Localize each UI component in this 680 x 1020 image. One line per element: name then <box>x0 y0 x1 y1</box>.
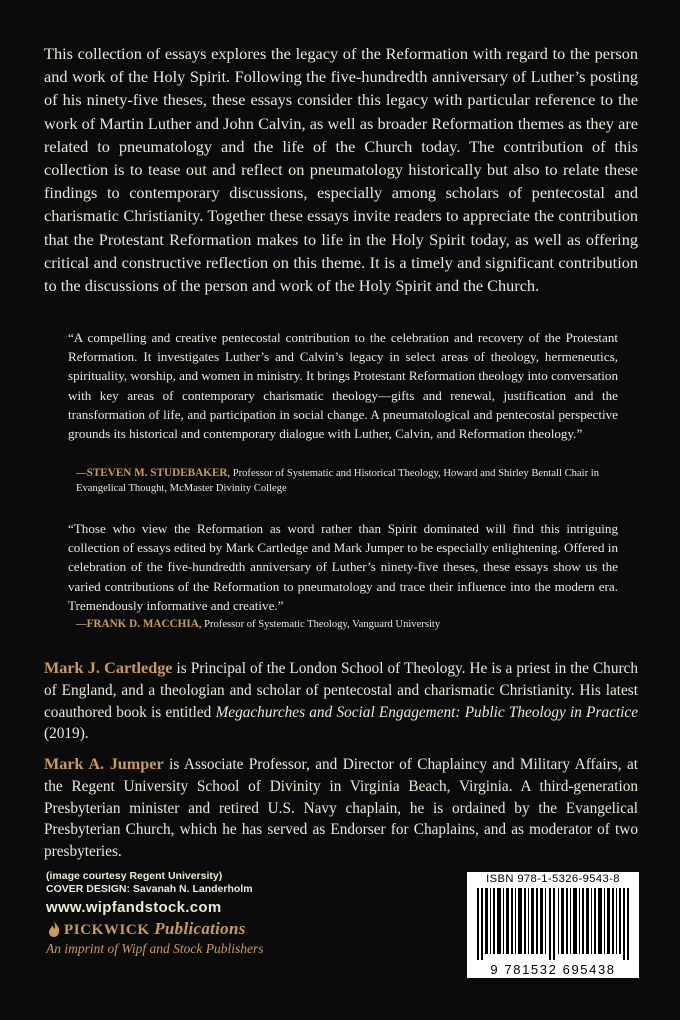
isbn-barcode <box>467 872 639 978</box>
credits-block <box>46 870 346 957</box>
endorsement-attribution-1: —STEVEN M. STUDEBAKER, Professor of Systematic and Historical Theology, Howard and Shirley Bentall Chair in Evangelical Thought, McMaster Divinity College <box>76 467 599 494</box>
flame-icon <box>46 920 62 938</box>
book-title: Megachurches and Social Engagement: Public Theology in Practice <box>215 703 638 721</box>
isbn-label: ISBN 978-1-5326-9543-8 <box>486 873 620 885</box>
barcode-bars <box>477 888 629 960</box>
editor-bio-1: Mark J. Cartledge is Principal of the London School of Theology. He is a priest in the Church of England, and a theologian and scholar of pentecostal and charismatic Christianity. His latest coauthored book is entitled Megachurches and Social Engagement: Public Theology in Practice (2019). <box>44 659 638 743</box>
cover-design-credit: COVER DESIGN: Savanah N. Landerholm <box>46 883 253 895</box>
description-blurb: This collection of essays explores the legacy of the Reformation with regard to the person and work of the Holy Spirit. Following the five-hundredth anniversary of Luther’s posting of his ninety-five theses, these essays consider this legacy with particular reference to the work of Martin Luther and John Calvin, as well as broader Reformation themes as they are related to pneumatology and the life of the Church today. The contribution of this collection is to tease out and reflect on pneumatology historically but also to relate these findings to contemporary discussions, especially among scholars of pentecostal and charismatic Christianity. Together these essays invite readers to appreciate the contribution that the Protestant Reformation makes to life in the Holy Spirit today, as well as offering critical and constructive reflection on this theme. It is a timely and significant contribution to the discussions of the person and work of the Holy Spirit and the Church. <box>44 44 638 296</box>
imprint-line: An imprint of Wipf and Stock Publishers <box>46 941 264 956</box>
editor-name: Mark J. Cartledge <box>44 659 173 677</box>
publisher-website: www.wipfandstock.com <box>46 899 222 916</box>
publisher-logo <box>46 919 346 939</box>
endorser-affiliation: , Professor of Systematic and Historical Theology, Howard and Shirley Bentall Chair in Evangelical Thought, McMaster Divinity College <box>76 468 599 494</box>
endorser-name: FRANK D. MACCHIA <box>86 618 199 630</box>
endorser-name: STEVEN M. STUDEBAKER <box>86 467 228 479</box>
endorsement-attribution-2: —FRANK D. MACCHIA, Professor of Systematic Theology, Vanguard University <box>76 618 441 630</box>
editor-name: Mark A. Jumper <box>44 755 164 773</box>
endorser-affiliation: , Professor of Systematic Theology, Vanguard University <box>198 619 441 630</box>
barcode-digits: 9 781532 695438 <box>490 962 616 977</box>
endorsement-quote-1: “A compelling and creative pentecostal contribution to the celebration and recovery of the Protestant Reformation. It investigates Luther’s and Calvin’s legacy in select areas of theology, hermeneutics, spirituality, worship, and women in ministry. It brings Protestant Reformation theology into conversation with key areas of contemporary charismatic theology—gifts and renewal, justification and the transformation of life, and participation in social change. A pneumatological and pentecostal perspective grounds its historical and contemporary dialogue with Luther, Calvin, and Reformation theology.” <box>68 330 618 442</box>
endorsement-quote-2: “Those who view the Reformation as word rather than Spirit dominated will find this intriguing collection of essays edited by Mark Cartledge and Mark Jumper to be especially enlightening. Offered in celebration of the five-hundredth anniversary of Luther’s ninety-five theses, these essays show us the varied contributions of the Reformation to pneumatology and trace their influence into the modern era. Tremendously informative and creative.” <box>68 521 618 613</box>
image-credit: (image courtesy Regent University) <box>46 870 223 882</box>
publisher-name: PICKWICK Publications <box>64 919 246 938</box>
editor-bio-2: Mark A. Jumper is Associate Professor, and Director of Chaplaincy and Military Affairs, at the Regent University School of Divinity in Virginia Beach, Virginia. A third-generation Presbyterian minister and retired U.S. Navy chaplain, he is ordained by the Evangelical Presbyterian Church, which he has served as Endorser for Chaplains, and as moderator of two presbyteries. <box>44 755 638 861</box>
